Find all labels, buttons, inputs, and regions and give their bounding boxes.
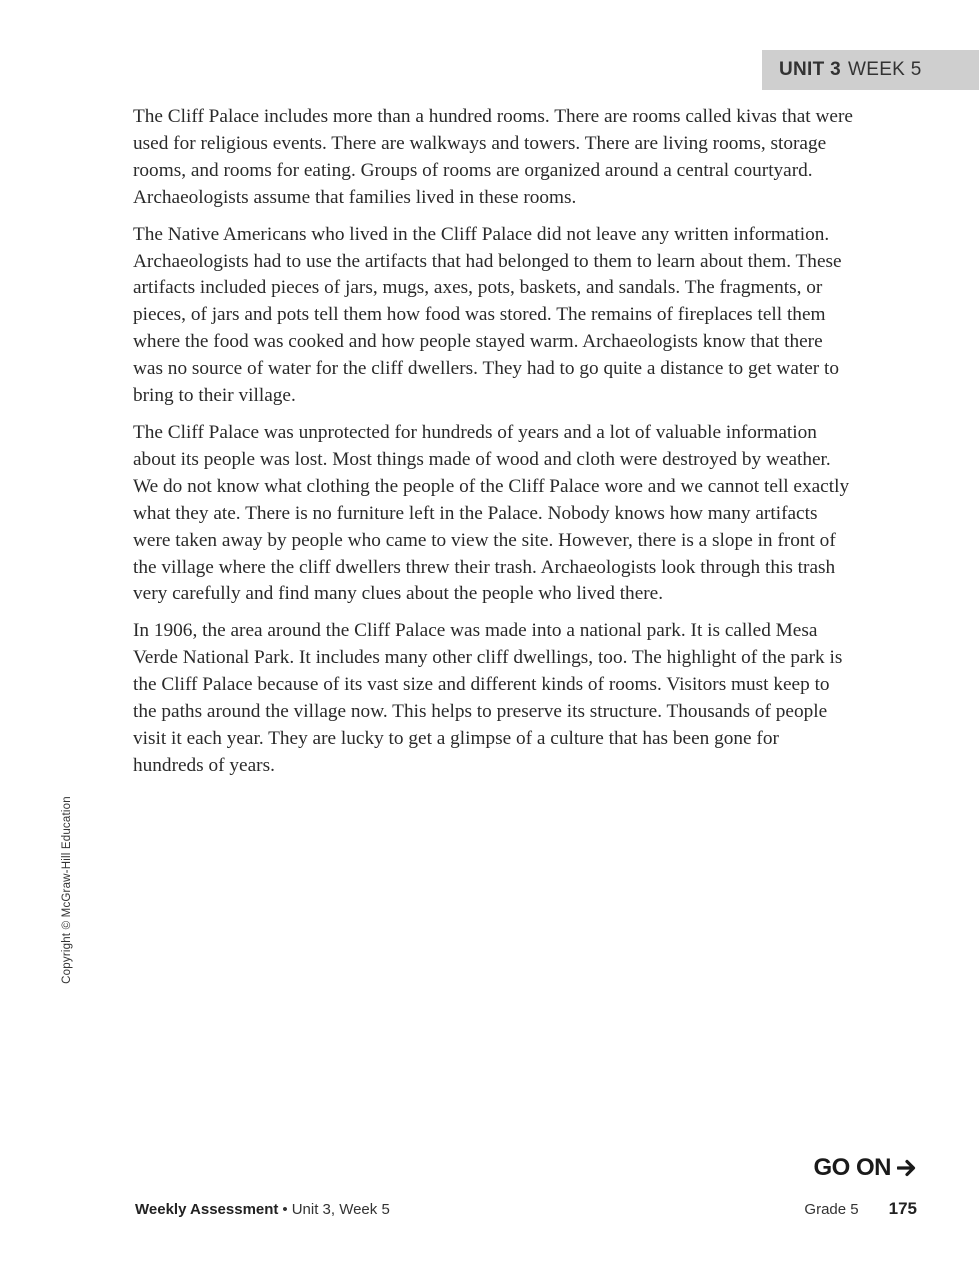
unit-week-label: Unit 3, Week 5 [291, 1201, 390, 1218]
week-label: WEEK 5 [847, 59, 922, 80]
unit-label: UNIT 3 [779, 59, 841, 80]
passage-paragraph-2: The Native Americans who lived in the Cliff Palace did not leave any written information. Archaeologists had to use the artifacts that had belonged to them to learn about them. These artifacts included pieces of jars, mugs, axes, pots, baskets, and sandals. The fragments, or pieces, of jars and pots tell them how food was stored. The remains of fireplaces tell them where the food was cooked and how people stayed warm. Archaeologists know that there was no source of water for the cliff dwellers. They had to go quite a distance to get water to bring to their village. [133, 223, 842, 407]
go-on-label: GO ON [813, 1154, 891, 1181]
unit-week-tab [762, 50, 979, 90]
reading-passage [133, 104, 853, 790]
passage-paragraph-4: In 1906, the area around the Cliff Palace was made into a national park. It is called Mesa Verde National Park. It includes many other cliff dwellings, too. The highlight of the park is the Cliff Palace because of its vast size and different kinds of rooms. Visitors must keep to the paths around the village now. This helps to preserve its structure. Thousands of people visit it each year. They are lucky to get a glimpse of a culture that has been gone for hundreds of years. [133, 620, 843, 776]
right-arrow-icon [897, 1159, 917, 1177]
passage-paragraph-3: The Cliff Palace was unprotected for hundreds of years and a lot of valuable information about its people was lost. Most things made of wood and cloth were destroyed by weather. We do not know what clothing the people of the Cliff Palace wore and we cannot tell exactly what they ate. There is no furniture left in the Palace. Nobody knows how many artifacts were taken away by people who came to view the site. However, there is a slope in front of the village where the cliff dwellers threw their trash. Archaeologists look through this trash very carefully and find many clues about the people who lived there. [133, 421, 850, 605]
page-number: 175 [888, 1199, 917, 1218]
assessment-label: Weekly Assessment [135, 1201, 279, 1218]
grade-label: Grade 5 [804, 1201, 859, 1218]
footer-separator: • [282, 1201, 288, 1218]
go-on-indicator [813, 1154, 917, 1182]
footer-assessment-info [135, 1201, 390, 1218]
copyright-notice: Copyright © McGraw-Hill Education [61, 796, 73, 984]
passage-paragraph-1: The Cliff Palace includes more than a hundred rooms. There are rooms called kivas that were used for religious events. There are walkways and towers. There are living rooms, storage rooms, and rooms for eating. Groups of rooms are organized around a central courtyard. Archaeologists assume that families lived in these rooms. [133, 106, 853, 208]
footer-page-info [804, 1199, 917, 1219]
